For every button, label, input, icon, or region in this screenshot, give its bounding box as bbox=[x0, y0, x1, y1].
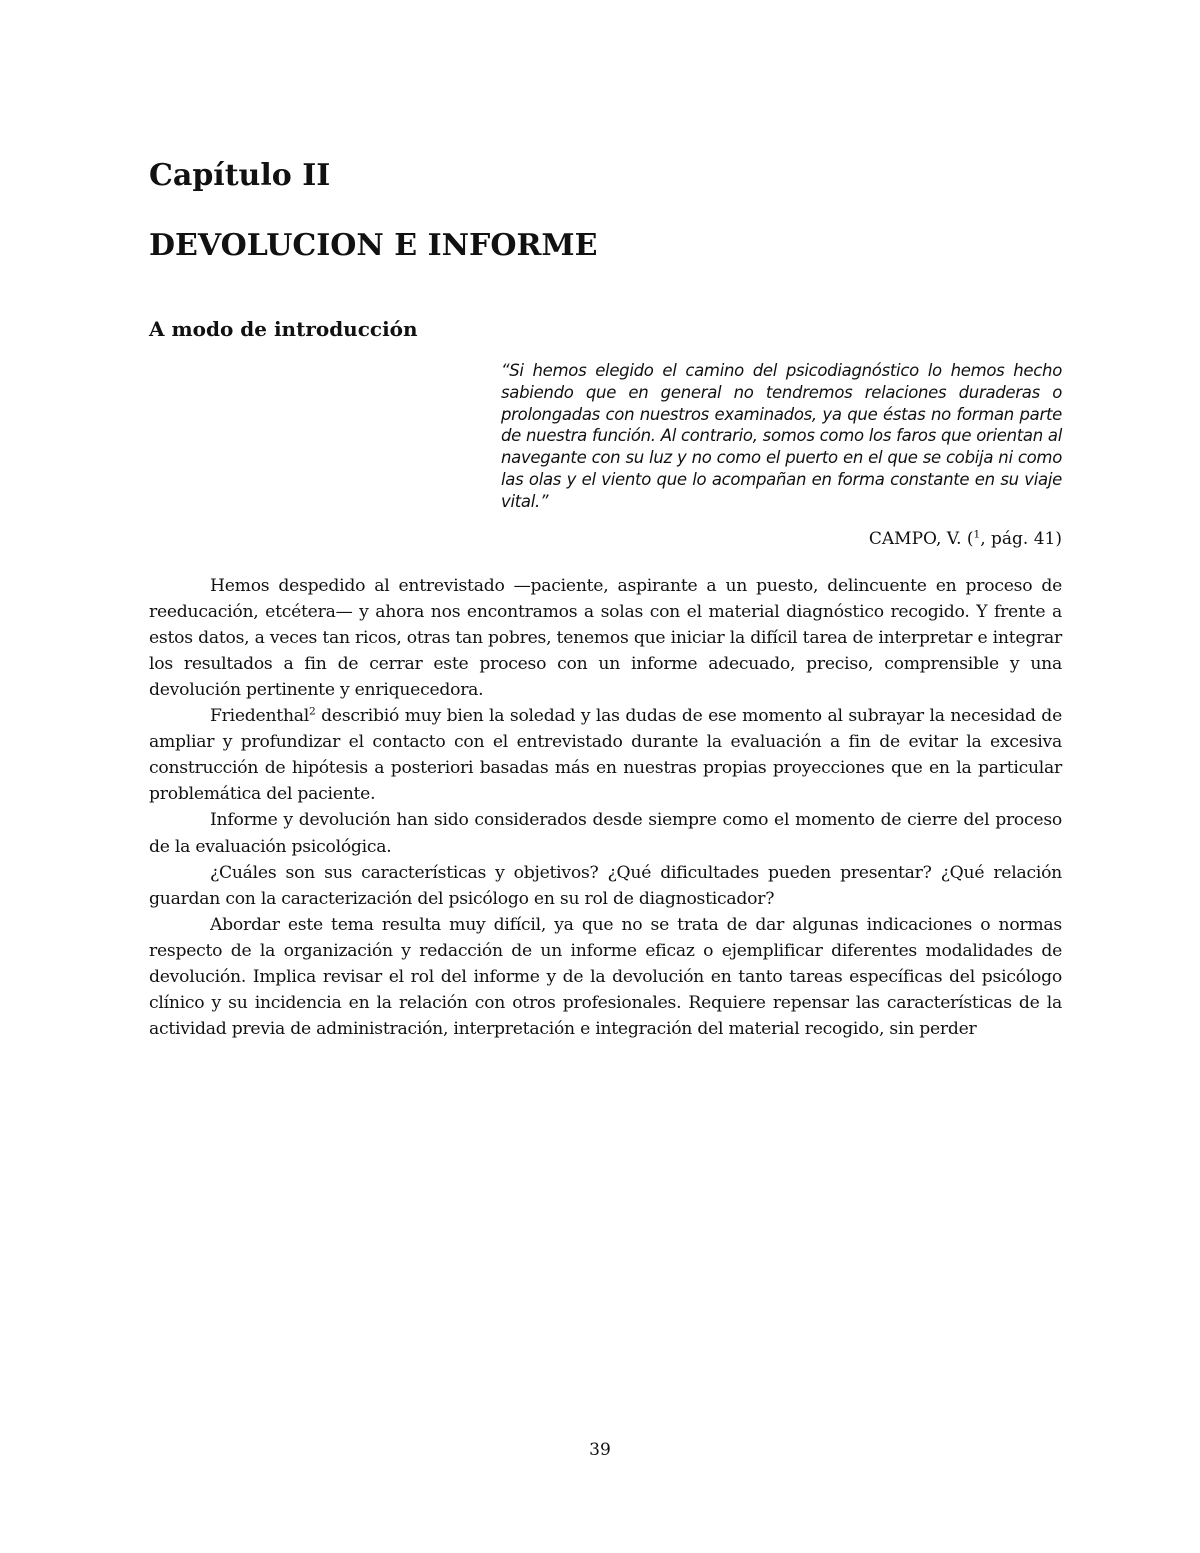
chapter-title: DEVOLUCION E INFORME bbox=[149, 228, 598, 263]
citation-footnote-ref: 1 bbox=[973, 527, 981, 540]
paragraph-5: Abordar este tema resulta muy difícil, ya que no se trata de dar algunas indicaciones o normas respecto de la organización y redacción de un informe eficaz o ejemplificar diferentes modalidades de devolución. Implica revisar el rol del informe y de la devolución en tanto tareas específicas del psicólogo clínico y su incidencia en la relación con otros profesionales. Requiere repensar las características de la actividad previa de administración, interpretación e integración del material recogido, sin perder bbox=[149, 914, 1062, 1040]
paragraph-4: ¿Cuáles son sus características y objetivos? ¿Qué dificultades pueden presentar? ¿Qué relación guardan con la caracterización del psicólogo en su rol de diagnosticador? bbox=[149, 862, 1062, 909]
chapter-label: Capítulo II bbox=[149, 158, 331, 193]
page-number: 39 bbox=[589, 1440, 611, 1460]
citation-suffix: , pág. 41) bbox=[980, 528, 1062, 549]
paragraph-2-author: Friedenthal bbox=[210, 706, 310, 727]
body-text bbox=[149, 573, 1062, 1043]
paragraph-3: Informe y devolución han sido considerados desde siempre como el momento de cierre del proceso de la evaluación psicológica. bbox=[149, 810, 1062, 857]
page-content bbox=[149, 150, 1062, 1042]
epigraph-quote: “Si hemos elegido el camino del psicodiagnóstico lo hemos hecho sabiendo que en general no tendremos relaciones duraderas o prolongadas con nuestros examinados, ya que éstas no forman parte de nuestra función. Al contrario, somos como los faros que orientan al navegante con su luz y no como el puerto en el que se cobija ni como las olas y el viento que lo acompañan en forma constante en su viaje vital.” bbox=[501, 361, 1062, 511]
paragraph-2 bbox=[149, 703, 1062, 807]
paragraph-2-text: describió muy bien la soledad y las dudas de ese momento al subrayar la necesidad de ampliar y profundizar el contacto con el entrevistado durante la evaluación a fin de evitar la excesiva construcción de hipótesis a posteriori basadas más en nuestras propias proyecciones que en la particular problemática del paciente. bbox=[149, 706, 1062, 805]
epigraph-citation bbox=[149, 527, 1062, 551]
section-title: A modo de introducción bbox=[149, 317, 418, 341]
paragraph-1: Hemos despedido al entrevistado —paciente, aspirante a un puesto, delincuente en proceso de reeducación, etcétera— y ahora nos encontramos a solas con el material diagnóstico recogido. Y frente a estos datos, a veces tan ricos, otras tan pobres, tenemos que iniciar la difícil tarea de interpretar e integrar los resultados a fin de cerrar este proceso con un informe adecuado, preciso, comprensible y una devolución pertinente y enriquecedora. bbox=[149, 575, 1062, 700]
paragraph-2-footnote-ref: 2 bbox=[309, 704, 316, 718]
citation-prefix: CAMPO, V. ( bbox=[868, 528, 974, 549]
